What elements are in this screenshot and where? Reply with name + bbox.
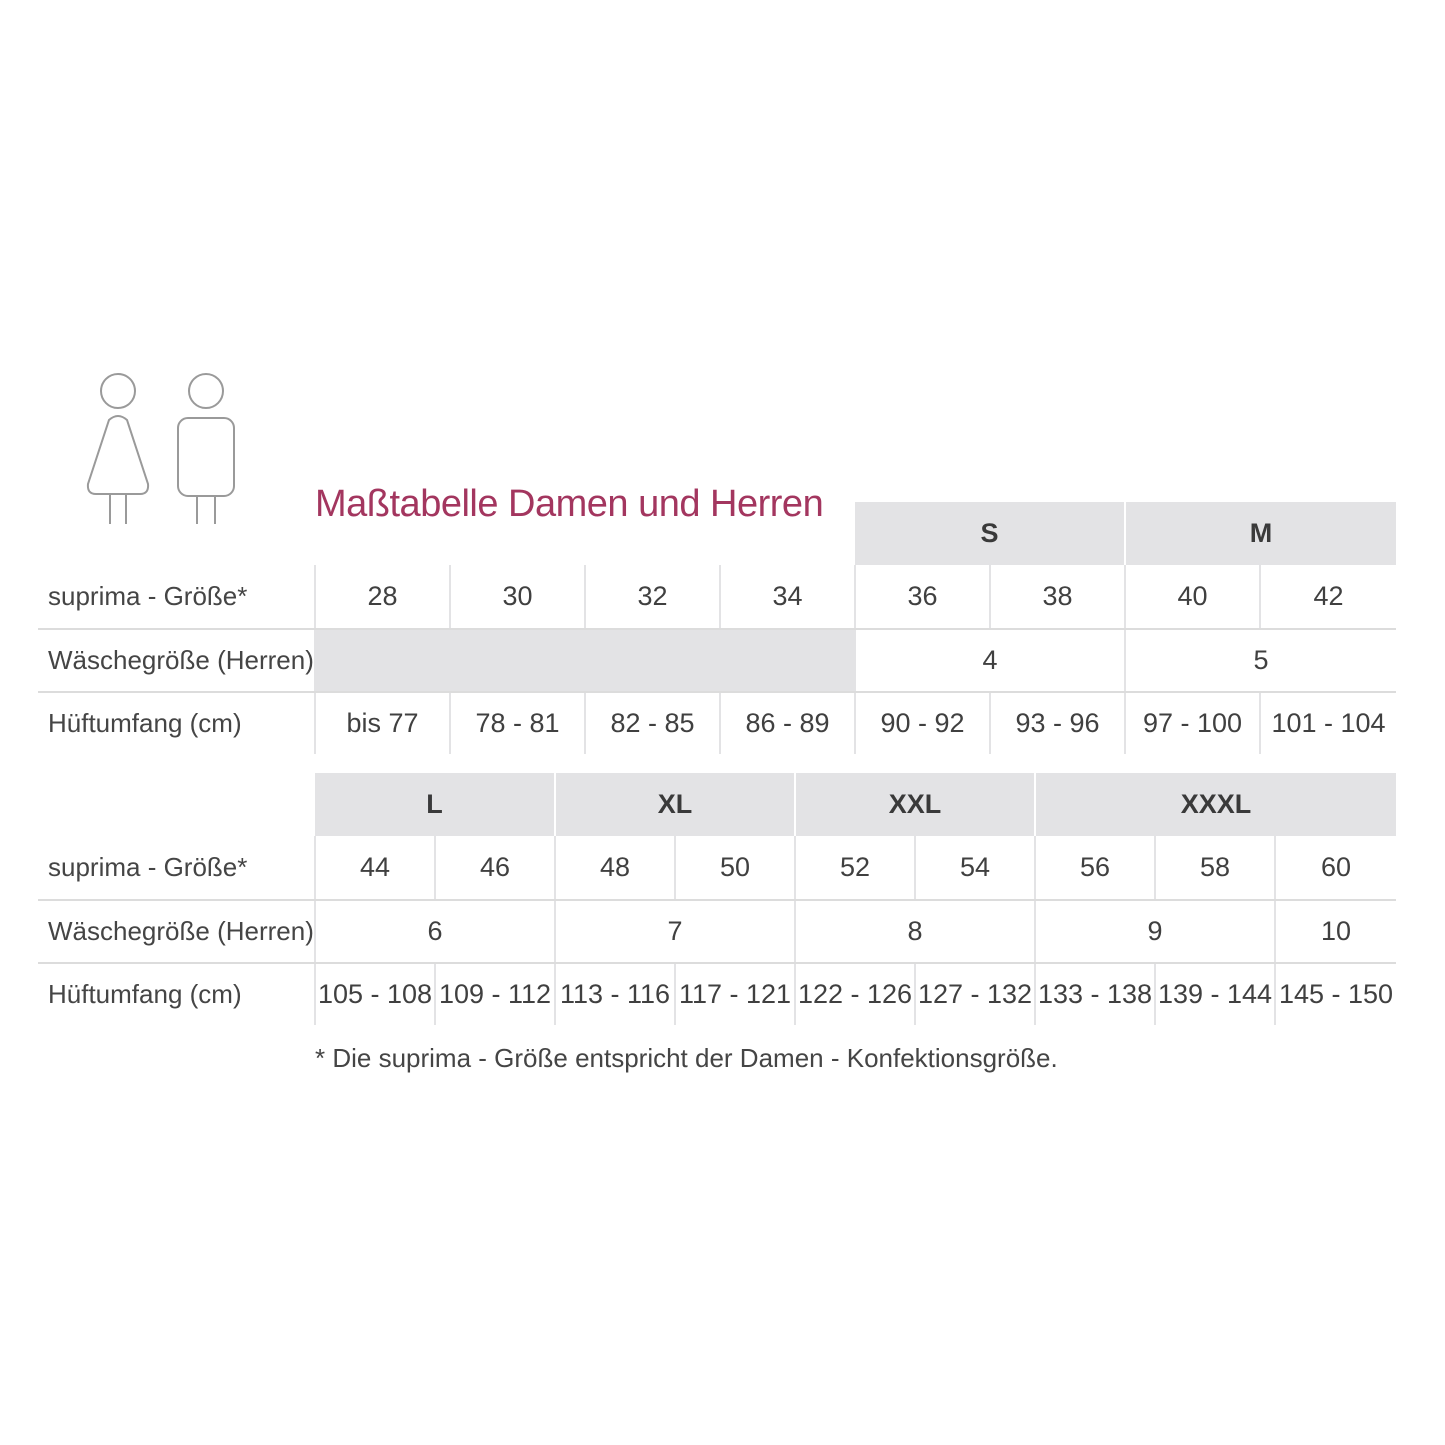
hip-cell: 90 - 92 bbox=[855, 692, 990, 754]
size-cell: 54 bbox=[915, 836, 1035, 900]
letter-size-cell: M bbox=[1125, 502, 1396, 565]
empty-laundry-cell bbox=[315, 629, 855, 692]
hip-cell: 127 - 132 bbox=[915, 963, 1035, 1025]
hip-cell: 86 - 89 bbox=[720, 692, 855, 754]
size-cell: 44 bbox=[315, 836, 435, 900]
size-cell: 30 bbox=[450, 565, 585, 629]
row-label-laundry: Wäschegröße (Herren) bbox=[38, 900, 315, 963]
letter-size-cell: L bbox=[315, 773, 555, 836]
hip-cell: 145 - 150 bbox=[1275, 963, 1396, 1025]
size-cell: 38 bbox=[990, 565, 1125, 629]
size-cell: 46 bbox=[435, 836, 555, 900]
size-cell: 42 bbox=[1260, 565, 1396, 629]
suprima-size-row bbox=[38, 836, 1396, 900]
laundry-size-cell: 9 bbox=[1035, 900, 1275, 963]
letter-size-cell: S bbox=[855, 502, 1125, 565]
hip-cell: bis 77 bbox=[315, 692, 450, 754]
laundry-size-cell: 8 bbox=[795, 900, 1035, 963]
letter-size-cell: XXL bbox=[795, 773, 1035, 836]
row-label-size: suprima - Größe* bbox=[38, 836, 315, 900]
laundry-size-cell: 4 bbox=[855, 629, 1125, 692]
hip-cell: 97 - 100 bbox=[1125, 692, 1260, 754]
letter-size-row bbox=[38, 502, 1396, 565]
size-cell: 52 bbox=[795, 836, 915, 900]
laundry-size-cell: 7 bbox=[555, 900, 795, 963]
laundry-size-cell: 10 bbox=[1275, 900, 1396, 963]
hip-cell: 82 - 85 bbox=[585, 692, 720, 754]
row-label-size: suprima - Größe* bbox=[38, 565, 315, 629]
laundry-size-row bbox=[38, 900, 1396, 963]
size-table-2 bbox=[38, 773, 1396, 1025]
page-title: Maßtabelle Damen und Herren bbox=[315, 483, 824, 525]
hip-cell: 105 - 108 bbox=[315, 963, 435, 1025]
hip-cell: 93 - 96 bbox=[990, 692, 1125, 754]
size-cell: 34 bbox=[720, 565, 855, 629]
laundry-size-cell: 6 bbox=[315, 900, 555, 963]
letter-size-row bbox=[38, 773, 1396, 836]
laundry-size-cell: 5 bbox=[1125, 629, 1396, 692]
size-cell: 28 bbox=[315, 565, 450, 629]
hip-cell: 101 - 104 bbox=[1260, 692, 1396, 754]
hip-row bbox=[38, 963, 1396, 1025]
size-cell: 48 bbox=[555, 836, 675, 900]
size-cell: 40 bbox=[1125, 565, 1260, 629]
size-cell: 36 bbox=[855, 565, 990, 629]
letter-size-cell: XXXL bbox=[1035, 773, 1396, 836]
hip-cell: 122 - 126 bbox=[795, 963, 915, 1025]
size-cell: 50 bbox=[675, 836, 795, 900]
size-cell: 56 bbox=[1035, 836, 1155, 900]
row-label-hip: Hüftumfang (cm) bbox=[48, 708, 242, 738]
size-cell: 32 bbox=[585, 565, 720, 629]
hip-cell: 133 - 138 bbox=[1035, 963, 1155, 1025]
size-cell: 58 bbox=[1155, 836, 1275, 900]
hip-cell: 78 - 81 bbox=[450, 692, 585, 754]
hip-cell: 117 - 121 bbox=[675, 963, 795, 1025]
hip-cell: 139 - 144 bbox=[1155, 963, 1275, 1025]
size-cell: 60 bbox=[1275, 836, 1396, 900]
row-label-hip: Hüftumfang (cm) bbox=[48, 979, 242, 1009]
letter-size-cell: XL bbox=[555, 773, 795, 836]
hip-row bbox=[38, 692, 1396, 754]
footnote: * Die suprima - Größe entspricht der Damen - Konfektionsgröße. bbox=[315, 1043, 1058, 1073]
size-table-1 bbox=[38, 502, 1396, 754]
row-label-laundry: Wäschegröße (Herren) bbox=[38, 629, 315, 692]
hip-cell: 113 - 116 bbox=[555, 963, 675, 1025]
laundry-size-row bbox=[38, 629, 1396, 692]
suprima-size-row bbox=[38, 565, 1396, 629]
hip-cell: 109 - 112 bbox=[435, 963, 555, 1025]
